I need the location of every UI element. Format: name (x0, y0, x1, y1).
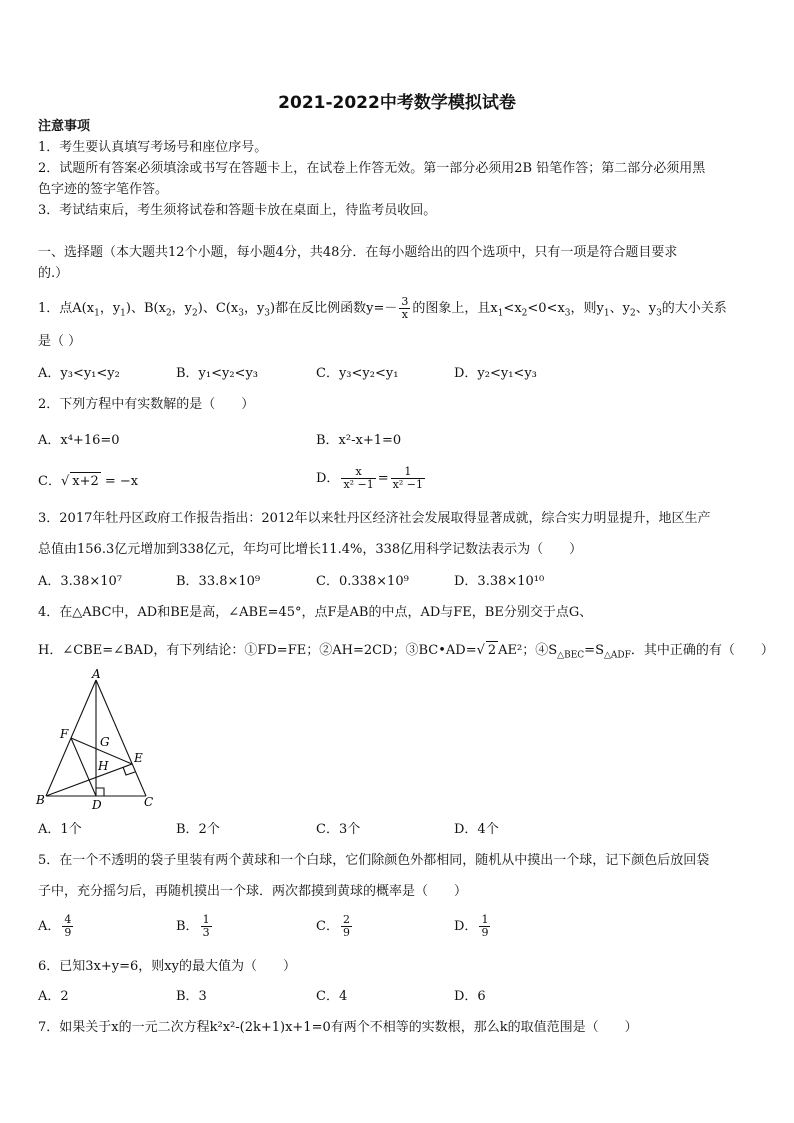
section-heading-line2: 的.） (38, 266, 69, 281)
q5-b-num: 1 (202, 913, 210, 926)
q2-d-frac1 (341, 466, 375, 491)
q2-d-label: D． (316, 471, 340, 486)
q1-option-a: A．y₃<y₁<y₂ (38, 366, 120, 381)
fig-label: B (36, 793, 45, 807)
q1-stem-end: 是（ ） (38, 334, 82, 349)
q4-text: ．其中正确的有（ ） (630, 643, 774, 658)
q2-stem: 2．下列方程中有实数解的是（ ） (38, 397, 255, 412)
q1-fraction (399, 296, 410, 321)
q6-option-c: C．4 (316, 989, 348, 1004)
q1-text: 、y (609, 301, 630, 316)
q1-text: 的图象上，且x (412, 301, 498, 316)
q1-frac-num: 3 (401, 295, 409, 308)
q5-a-label: A． (38, 919, 61, 934)
q3-option-d: D．3.38×10¹⁰ (454, 574, 545, 589)
q5-c-frac (341, 914, 352, 939)
q4-line1: 4．在△ABC中，AD和BE是高，∠ABE=45°，点F是AB的中点，AD与FE，BE分别交于点G、 (38, 605, 593, 620)
q1-sub: 3 (564, 308, 571, 319)
q4-text: AE²；④S (498, 643, 558, 658)
q2-d-num1: x (341, 466, 375, 479)
fig-label: E (134, 751, 143, 765)
q1-text: ，则y (570, 301, 604, 316)
fig-label: F (60, 727, 69, 741)
section-heading-line1: 一、选择题（本大题共12个小题，每小题4分，共48分．在每小题给出的四个选项中，只有一项是符合题目要求 (38, 245, 678, 260)
q1-sub: 2 (629, 308, 636, 319)
q1-sub: 1 (603, 308, 610, 319)
q4-option-c: C．3个 (316, 822, 361, 837)
q1-sub: 2 (192, 308, 198, 319)
q4-text: H．∠CBE=∠BAD，有下列结论：①FD=FE；②AH=2CD；③BC•AD= (38, 643, 477, 658)
q6-option-d: D．6 (454, 989, 486, 1004)
q2-d-num2: 1 (391, 466, 425, 479)
q5-b-frac (201, 914, 212, 939)
q1-stem (38, 296, 727, 323)
q5-b-den: 3 (202, 926, 210, 939)
q1-text: 1．点A(x (38, 301, 95, 316)
q5-option-b (176, 914, 214, 939)
q5-option-d (454, 914, 492, 939)
q4-text: =S (584, 643, 604, 658)
q2-option-d (316, 466, 427, 491)
fig-label: H (98, 759, 109, 773)
q1-sub: 3 (264, 308, 271, 319)
q2-c-rest: = −x (100, 474, 139, 489)
q3-line2: 总值由156.3亿元增加到338亿元，年均可比增长11.4%，338亿用科学记数法表示为（ ） (38, 542, 583, 557)
q4-sub: △ADF (603, 650, 631, 661)
q1-option-d: D．y₂<y₁<y₃ (454, 366, 537, 381)
q5-option-c (316, 914, 354, 939)
q5-a-den: 9 (64, 926, 72, 939)
q2-c-root: x+2 (72, 474, 99, 489)
q2-d-den1: x² −1 (343, 478, 374, 491)
q2-c-label: C． (38, 474, 61, 489)
fig-label: D (92, 798, 102, 810)
q5-b-label: B． (176, 919, 199, 934)
q5-line2: 子中，充分摇匀后，再随机摸出一个球．两次都摸到黄球的概率是（ ） (38, 884, 468, 899)
page-title: 2021-2022中考数学模拟试卷 (278, 93, 516, 113)
q1-text: 的大小关系 (661, 301, 727, 316)
notes-item-2b: 色字迹的签字笔作答。 (38, 182, 169, 197)
notes-heading: 注意事项 (38, 119, 91, 134)
q6-stem: 6．已知3x+y=6，则xy的最大值为（ ） (38, 959, 296, 974)
q1-text: ，y (99, 301, 121, 316)
q5-line1: 5．在一个不透明的袋子里装有两个黄球和一个白球，它们除颜色外都相同，随机从中摸出一个球，记下颜色后放回袋 (38, 853, 710, 868)
q2-option-c: C．√ x+2 = −x (38, 474, 139, 489)
q1-option-b: B．y₁<y₂<y₃ (176, 366, 259, 381)
q5-c-label: C． (316, 919, 339, 934)
q7-stem: 7．如果关于x的一元二次方程k²x²-(2k+1)x+1=0有两个不相等的实数根，那么k的取值范围是（ ） (38, 1020, 638, 1035)
q1-sub: 1 (120, 308, 126, 319)
q1-text: ，y (171, 301, 193, 316)
q5-d-num: 1 (481, 913, 489, 926)
q5-a-num: 4 (64, 913, 72, 926)
q1-text: 、y (635, 301, 657, 316)
q5-d-den: 9 (481, 926, 489, 939)
q2-d-eq: = (377, 471, 389, 486)
q5-option-a (38, 914, 75, 939)
q5-c-den: 9 (342, 926, 350, 939)
q3-option-b: B．33.8×10⁹ (176, 574, 261, 589)
q1-text: )、B(x (125, 301, 166, 316)
triangle-figure (34, 668, 164, 810)
q1-frac-den: x (401, 308, 408, 321)
right-angle-d (96, 788, 104, 796)
notes-item-1: 1．考生要认真填写考场号和座位序号。 (38, 140, 268, 155)
q1-sub: 3 (656, 308, 662, 319)
q3-option-c: C．0.338×10⁹ (316, 574, 409, 589)
notes-item-3: 3．考试结束后，考生须将试卷和答题卡放在桌面上，待监考员收回。 (38, 203, 437, 218)
q2-option-b: B．x²-x+1=0 (316, 433, 402, 448)
q4-option-a: A．1个 (38, 822, 82, 837)
q4-line2: H．∠CBE=∠BAD，有下列结论：①FD=FE；②AH=2CD；③BC•AD=√ 2 AE²；$④S_{\triangle BEC}=S_{\triangle ADF}$．其中正确的有（ ） (38, 643, 774, 661)
q1-sub: 3 (238, 308, 244, 319)
q1-sub: 2 (165, 308, 172, 319)
right-angle-e (123, 767, 135, 775)
q5-a-frac (62, 914, 73, 939)
q5-d-label: D． (454, 919, 478, 934)
fig-label: G (100, 735, 110, 749)
q1-text: <x (503, 301, 522, 316)
notes-item-2a: 2．试题所有答案必须填涂或书写在答题卡上，在试卷上作答无效。第一部分必须用2B 铅笔作答；第二部分必须用黑 (38, 161, 706, 176)
q1-text: )、C(x (197, 301, 239, 316)
q4-option-b: B．2个 (176, 822, 220, 837)
q2-d-den2: x² −1 (392, 478, 423, 491)
q1-sub: 1 (497, 308, 504, 319)
q3-option-a: A．3.38×10⁷ (38, 574, 122, 589)
q1-option-c: C．y₃<y₂<y₁ (316, 366, 399, 381)
q4-sub: △BEC (557, 650, 585, 661)
q2-d-frac2 (391, 466, 425, 491)
fig-label: A (92, 668, 101, 681)
q6-option-a: A．2 (38, 989, 69, 1004)
q4-root: 2 (487, 643, 497, 658)
q5-c-num: 2 (342, 913, 350, 926)
q1-text: )都在反比例函数y=－ (270, 301, 398, 316)
q1-text: <0<x (527, 301, 565, 316)
q3-line1: 3．2017年牡丹区政府工作报告指出：2012年以来牡丹区经济社会发展取得显著成就，综合实力明显提升，地区生产 (38, 511, 711, 526)
q1-sub: 2 (521, 308, 528, 319)
q4-option-d: D．4个 (454, 822, 499, 837)
fig-label: C (144, 795, 154, 809)
q6-option-b: B．3 (176, 989, 207, 1004)
q1-sub: 1 (94, 308, 100, 319)
q1-text: ，y (243, 301, 265, 316)
q2-option-a: A．x⁴+16=0 (38, 433, 120, 448)
q5-d-frac (479, 914, 490, 939)
